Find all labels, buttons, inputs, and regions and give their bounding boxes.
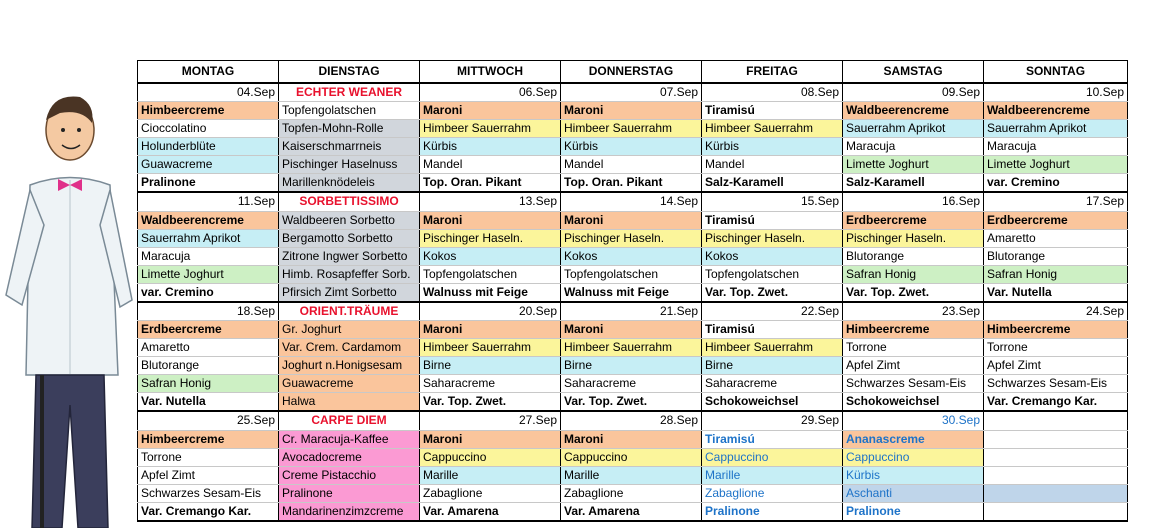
date-cell: 10.Sep [984, 83, 1128, 102]
flavor-cell: Var. Top. Zwet. [702, 283, 843, 302]
flavor-cell: Tiramisú [702, 211, 843, 229]
flavor-cell: Mandel [702, 156, 843, 174]
flavor-cell: Pischinger Haseln. [702, 229, 843, 247]
flavor-cell: Maroni [420, 430, 561, 448]
flavor-cell: Apfel Zimt [138, 466, 279, 484]
weekly-theme-title: ECHTER WEANER [279, 83, 420, 102]
flavor-cell: Torrone [984, 339, 1128, 357]
flavor-cell: Pischinger Haselnuss [279, 156, 420, 174]
flavor-cell: Cr. Maracuja-Kaffee [279, 430, 420, 448]
date-cell: 09.Sep [843, 83, 984, 102]
flavor-row [138, 339, 1128, 357]
flavor-cell: Safran Honig [843, 265, 984, 283]
flavor-cell: Pischinger Haseln. [843, 229, 984, 247]
flavor-cell: Bergamotto Sorbetto [279, 229, 420, 247]
flavor-cell: Himbeer Sauerrahm [561, 339, 702, 357]
flavor-row [138, 265, 1128, 283]
flavor-cell: Salz-Karamell [843, 174, 984, 193]
flavor-cell: Safran Honig [138, 375, 279, 393]
flavor-cell: Kürbis [843, 466, 984, 484]
date-cell: 07.Sep [561, 83, 702, 102]
flavor-cell: Mandarinenzimzcreme [279, 502, 420, 521]
flavor-row [138, 138, 1128, 156]
date-cell: 20.Sep [420, 302, 561, 321]
flavor-cell: Var. Amarena [561, 502, 702, 521]
flavor-cell: Var. Nutella [984, 283, 1128, 302]
date-cell: 14.Sep [561, 192, 702, 211]
flavor-cell: Var. Nutella [138, 393, 279, 412]
flavor-row [138, 120, 1128, 138]
flavor-cell [984, 430, 1128, 448]
flavor-cell: var. Cremino [984, 174, 1128, 193]
flavor-cell: Holunderblüte [138, 138, 279, 156]
weekday-header: MONTAG [138, 61, 279, 83]
date-cell: 16.Sep [843, 192, 984, 211]
flavor-row [138, 156, 1128, 174]
flavor-cell: Waldbeeren Sorbetto [279, 211, 420, 229]
flavor-cell: Waldbeerencreme [984, 102, 1128, 120]
flavor-cell: Pischinger Haseln. [561, 229, 702, 247]
flavor-cell: Himbeer Sauerrahm [702, 339, 843, 357]
flavor-cell: Topfengolatschen [420, 265, 561, 283]
flavor-cell: Schokoweichsel [702, 393, 843, 412]
date-row [138, 83, 1128, 102]
flavor-cell: Limette Joghurt [138, 265, 279, 283]
flavor-cell: Apfel Zimt [843, 357, 984, 375]
flavor-cell: Amaretto [138, 339, 279, 357]
flavor-cell: Avocadocreme [279, 448, 420, 466]
flavor-cell: Salz-Karamell [702, 174, 843, 193]
flavor-cell: Schokoweichsel [843, 393, 984, 412]
weekday-header-row [138, 61, 1128, 83]
flavor-cell: Cappuccino [561, 448, 702, 466]
flavor-cell: Cappuccino [843, 448, 984, 466]
flavor-row [138, 211, 1128, 229]
flavor-cell: Tiramisú [702, 430, 843, 448]
flavor-cell: Himbeer Sauerrahm [420, 120, 561, 138]
flavor-cell: Maroni [420, 321, 561, 339]
flavor-cell: Topfen-Mohn-Rolle [279, 120, 420, 138]
flavor-cell: Torrone [138, 448, 279, 466]
flavor-cell: Halwa [279, 393, 420, 412]
flavor-row [138, 430, 1128, 448]
flavor-cell: Aschanti [843, 484, 984, 502]
flavor-cell: Zabaglione [702, 484, 843, 502]
flavor-cell [984, 502, 1128, 521]
date-row [138, 302, 1128, 321]
flavor-cell: Limette Joghurt [843, 156, 984, 174]
flavor-row [138, 393, 1128, 412]
flavor-cell: Himbeer Sauerrahm [420, 339, 561, 357]
date-cell: 06.Sep [420, 83, 561, 102]
date-cell: 18.Sep [138, 302, 279, 321]
flavor-cell: Limette Joghurt [984, 156, 1128, 174]
flavor-cell: Maroni [561, 430, 702, 448]
weekday-header: DONNERSTAG [561, 61, 702, 83]
flavor-cell: Mandel [420, 156, 561, 174]
flavor-cell [984, 466, 1128, 484]
flavor-cell: Himbeer Sauerrahm [561, 120, 702, 138]
flavor-cell [984, 484, 1128, 502]
date-cell: 13.Sep [420, 192, 561, 211]
flavor-row [138, 247, 1128, 265]
flavor-cell: Var. Top. Zwet. [843, 283, 984, 302]
flavor-cell: Kaiserschmarrneis [279, 138, 420, 156]
weekday-header: SONNTAG [984, 61, 1128, 83]
weekly-theme-title: ORIENT.TRÄUME [279, 302, 420, 321]
flavor-cell: Maracuja [843, 138, 984, 156]
flavor-cell: Zabaglione [561, 484, 702, 502]
weekday-header: DIENSTAG [279, 61, 420, 83]
flavor-cell: Var. Crem. Cardamom [279, 339, 420, 357]
flavor-cell: Birne [702, 357, 843, 375]
flavor-cell: Maroni [561, 211, 702, 229]
flavor-cell: Topfengolatschen [702, 265, 843, 283]
flavor-row [138, 502, 1128, 521]
flavor-cell: Safran Honig [984, 265, 1128, 283]
flavor-cell: Maroni [561, 321, 702, 339]
weekday-header: SAMSTAG [843, 61, 984, 83]
date-row [138, 192, 1128, 211]
date-cell [984, 411, 1128, 430]
waiter-illustration [0, 75, 138, 528]
flavor-cell: Himbeer Sauerrahm [702, 120, 843, 138]
flavor-cell: Top. Oran. Pikant [420, 174, 561, 193]
date-cell: 22.Sep [702, 302, 843, 321]
flavor-row [138, 448, 1128, 466]
flavor-row [138, 375, 1128, 393]
date-cell: 28.Sep [561, 411, 702, 430]
date-cell: 25.Sep [138, 411, 279, 430]
flavor-cell: Himbeercreme [843, 321, 984, 339]
flavor-row [138, 357, 1128, 375]
flavor-cell: Topfengolatschen [561, 265, 702, 283]
flavor-cell: Blutorange [984, 247, 1128, 265]
flavor-cell: Erdbeercreme [843, 211, 984, 229]
flavor-cell: Var. Amarena [420, 502, 561, 521]
flavor-row [138, 102, 1128, 120]
flavor-cell: Var. Cremango Kar. [138, 502, 279, 521]
flavor-cell: Saharacreme [420, 375, 561, 393]
flavor-cell: Maroni [420, 211, 561, 229]
date-cell: 27.Sep [420, 411, 561, 430]
flavor-cell: Var. Top. Zwet. [420, 393, 561, 412]
flavor-cell: Pralinone [702, 502, 843, 521]
flavor-row [138, 466, 1128, 484]
flavor-cell: Marille [561, 466, 702, 484]
flavor-cell: Birne [561, 357, 702, 375]
flavor-cell: Sauerrahm Aprikot [138, 229, 279, 247]
flavor-row [138, 229, 1128, 247]
date-cell: 24.Sep [984, 302, 1128, 321]
flavor-cell: Marille [420, 466, 561, 484]
flavor-cell: Topfengolatschen [279, 102, 420, 120]
ice-cream-weekly-calendar [137, 60, 1128, 522]
flavor-cell: Marille [702, 466, 843, 484]
flavor-cell: Creme Pistacchio [279, 466, 420, 484]
flavor-cell: Walnuss mit Feige [420, 283, 561, 302]
flavor-cell: Cappuccino [420, 448, 561, 466]
flavor-cell: Schwarzes Sesam-Eis [138, 484, 279, 502]
flavor-cell: Schwarzes Sesam-Eis [843, 375, 984, 393]
flavor-cell: Mandel [561, 156, 702, 174]
flavor-cell: Tiramisú [702, 321, 843, 339]
date-cell: 21.Sep [561, 302, 702, 321]
flavor-cell: Saharacreme [561, 375, 702, 393]
flavor-cell: Kokos [420, 247, 561, 265]
flavor-cell: Kürbis [561, 138, 702, 156]
flavor-cell: Maracuja [138, 247, 279, 265]
flavor-cell: Cappuccino [702, 448, 843, 466]
flavor-cell: Maroni [420, 102, 561, 120]
flavor-cell: var. Cremino [138, 283, 279, 302]
weekday-header: MITTWOCH [420, 61, 561, 83]
flavor-cell: Waldbeerencreme [843, 102, 984, 120]
flavor-cell: Guawacreme [279, 375, 420, 393]
flavor-cell: Pischinger Haseln. [420, 229, 561, 247]
flavor-cell: Blutorange [138, 357, 279, 375]
flavor-cell: Top. Oran. Pikant [561, 174, 702, 193]
flavor-cell: Pralinone [843, 502, 984, 521]
weekly-theme-title: CARPE DIEM [279, 411, 420, 430]
flavor-cell: Himb. Rosapfeffer Sorb. [279, 265, 420, 283]
flavor-cell: Blutorange [843, 247, 984, 265]
date-cell: 08.Sep [702, 83, 843, 102]
flavor-row [138, 484, 1128, 502]
flavor-cell: Kürbis [420, 138, 561, 156]
flavor-row [138, 174, 1128, 193]
flavor-row [138, 321, 1128, 339]
flavor-cell: Pralinone [138, 174, 279, 193]
date-cell: 23.Sep [843, 302, 984, 321]
flavor-cell: Zitrone Ingwer Sorbetto [279, 247, 420, 265]
date-cell: 17.Sep [984, 192, 1128, 211]
flavor-row [138, 283, 1128, 302]
flavor-cell: Sauerrahm Aprikot [843, 120, 984, 138]
flavor-cell: Walnuss mit Feige [561, 283, 702, 302]
date-row [138, 411, 1128, 430]
weekly-theme-title: SORBETTISSIMO [279, 192, 420, 211]
flavor-cell: Kokos [561, 247, 702, 265]
flavor-cell: Erdbeercreme [138, 321, 279, 339]
date-cell: 11.Sep [138, 192, 279, 211]
flavor-cell: Erdbeercreme [984, 211, 1128, 229]
flavor-cell: Kürbis [702, 138, 843, 156]
flavor-cell: Torrone [843, 339, 984, 357]
flavor-cell [984, 448, 1128, 466]
flavor-cell: Zabaglione [420, 484, 561, 502]
date-cell: 15.Sep [702, 192, 843, 211]
date-cell: 30.Sep [843, 411, 984, 430]
flavor-cell: Guawacreme [138, 156, 279, 174]
flavor-cell: Var. Cremango Kar. [984, 393, 1128, 412]
flavor-cell: Birne [420, 357, 561, 375]
flavor-cell: Tiramisú [702, 102, 843, 120]
flavor-cell: Himbeercreme [138, 430, 279, 448]
flavor-cell: Kokos [702, 247, 843, 265]
flavor-cell: Amaretto [984, 229, 1128, 247]
flavor-cell: Pralinone [279, 484, 420, 502]
flavor-cell: Maracuja [984, 138, 1128, 156]
flavor-cell: Ananascreme [843, 430, 984, 448]
flavor-cell: Saharacreme [702, 375, 843, 393]
flavor-cell: Joghurt n.Honigsesam [279, 357, 420, 375]
flavor-cell: Gr. Joghurt [279, 321, 420, 339]
date-cell: 29.Sep [702, 411, 843, 430]
flavor-cell: Apfel Zimt [984, 357, 1128, 375]
flavor-cell: Cioccolatino [138, 120, 279, 138]
flavor-cell: Himbeercreme [984, 321, 1128, 339]
weekday-header: FREITAG [702, 61, 843, 83]
flavor-cell: Var. Top. Zwet. [561, 393, 702, 412]
flavor-cell: Himbeercreme [138, 102, 279, 120]
flavor-cell: Schwarzes Sesam-Eis [984, 375, 1128, 393]
calendar-body [138, 83, 1128, 521]
flavor-cell: Waldbeerencreme [138, 211, 279, 229]
flavor-cell: Sauerrahm Aprikot [984, 120, 1128, 138]
flavor-cell: Maroni [561, 102, 702, 120]
flavor-cell: Pfirsich Zimt Sorbetto [279, 283, 420, 302]
flavor-cell: Marillenknödeleis [279, 174, 420, 193]
date-cell: 04.Sep [138, 83, 279, 102]
